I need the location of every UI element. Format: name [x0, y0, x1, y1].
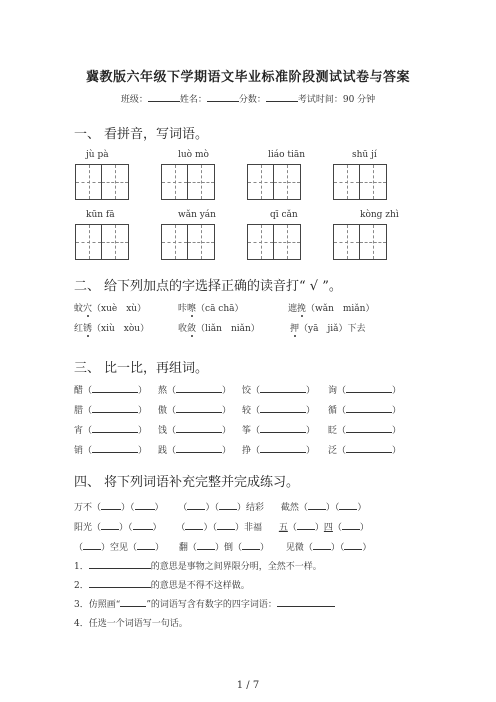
compare-word-item — [242, 403, 315, 416]
reading-item-4[interactable]: 红锈（xiù xòu） — [74, 324, 150, 334]
reading-item-1[interactable]: 蚊穴（xuè xù） — [74, 304, 147, 314]
compare-char: 饺 — [242, 386, 252, 396]
right-paren: ） — [138, 426, 148, 436]
compare-word-item — [242, 443, 315, 456]
word-blank[interactable] — [176, 424, 222, 433]
idiom-blank[interactable] — [101, 521, 119, 530]
section-3-title: 比一比，再组词。 — [104, 361, 209, 376]
compare-char: 循 — [328, 406, 338, 416]
left-paren: （ — [251, 446, 261, 456]
left-paren: （ — [337, 446, 347, 456]
right-paren: ） — [392, 446, 402, 456]
right-paren: ） — [222, 446, 232, 456]
word-blank[interactable] — [346, 444, 392, 453]
class-label: 班级： — [120, 95, 148, 105]
question-2: 2． 的意思是不得不这样做。 — [74, 581, 250, 591]
score-blank[interactable] — [266, 92, 298, 102]
idiom-blank[interactable] — [101, 501, 121, 510]
right-paren: ） — [306, 426, 316, 436]
tianzige-7[interactable] — [247, 224, 301, 260]
compare-char: 眨 — [328, 426, 338, 436]
tianzige-3[interactable] — [247, 164, 301, 200]
idiom-blank[interactable] — [217, 521, 235, 530]
compare-char: 宵 — [74, 426, 84, 436]
left-paren: （ — [251, 406, 261, 416]
reading-item-2[interactable]: 咔嚓（cā chā） — [178, 304, 244, 314]
word-blank[interactable] — [260, 404, 306, 413]
word-blank[interactable] — [176, 384, 222, 393]
left-paren: （ — [167, 386, 177, 396]
student-info-line — [0, 92, 496, 105]
section-1-number: 一、 — [74, 127, 101, 142]
right-paren: ） — [392, 386, 402, 396]
left-paren: （ — [337, 426, 347, 436]
name-label: 姓名： — [179, 95, 207, 105]
idiom-blank[interactable] — [242, 541, 260, 550]
pinyin-7: qī cǎn — [270, 210, 298, 220]
left-paren: （ — [83, 406, 93, 416]
pinyin-3: liáo tiān — [268, 150, 306, 160]
pinyin-6: wǎn yán — [178, 210, 216, 220]
word-blank[interactable] — [92, 384, 138, 393]
compare-char: 筝 — [242, 426, 252, 436]
compare-word-item — [242, 383, 315, 396]
tianzige-2[interactable] — [161, 164, 215, 200]
tianzige-4[interactable] — [333, 164, 387, 200]
section-2-number: 二、 — [74, 279, 101, 294]
right-paren: ） — [306, 386, 316, 396]
tianzige-5[interactable] — [75, 224, 129, 260]
section-1-heading — [74, 123, 208, 142]
score-label: 分数： — [238, 95, 266, 105]
idiom-blank[interactable] — [219, 501, 237, 510]
compare-word-item — [328, 423, 401, 436]
idiom-row-2: 阳光（ ）（ ） （ ）（ ）非福 五（ ）四（ ） — [74, 523, 369, 533]
left-paren: （ — [83, 426, 93, 436]
compare-char: 饯 — [158, 426, 168, 436]
name-blank[interactable] — [207, 92, 239, 102]
left-paren: （ — [167, 406, 177, 416]
compare-word-item — [242, 423, 315, 436]
word-blank[interactable] — [346, 424, 392, 433]
word-blank[interactable] — [92, 404, 138, 413]
right-paren: ） — [306, 446, 316, 456]
compare-char: 销 — [74, 446, 84, 456]
reading-item-3[interactable]: 遮挽（wǎn miǎn） — [288, 304, 375, 314]
left-paren: （ — [83, 446, 93, 456]
compare-word-item — [158, 383, 231, 396]
pinyin-8: kòng zhì — [360, 210, 399, 220]
idiom-blank[interactable] — [339, 501, 357, 510]
tianzige-8[interactable] — [333, 224, 387, 260]
compare-char: 醋 — [74, 386, 84, 396]
section-2-title: 给下列加点的字选择正确的读音打“ √ ”。 — [104, 279, 342, 294]
compare-char: 挣 — [242, 446, 252, 456]
compare-word-item — [74, 443, 147, 456]
word-blank[interactable] — [92, 444, 138, 453]
compare-word-item — [74, 423, 147, 436]
section-1-title: 看拼音，写词语。 — [104, 127, 209, 142]
answer-blank[interactable] — [89, 579, 151, 588]
answer-blank[interactable] — [120, 598, 146, 607]
compare-char: 践 — [158, 446, 168, 456]
idiom-blank[interactable] — [308, 501, 326, 510]
page-title: 冀教版六年级下学期语文毕业标准阶段测试试卷与答案 — [85, 70, 410, 85]
question-1: 1． 的意思是事物之间界限分明，全然不一样。 — [74, 562, 322, 572]
section-3-number: 三、 — [74, 361, 101, 376]
word-blank[interactable] — [346, 404, 392, 413]
compare-word-item — [158, 443, 231, 456]
compare-char: 傲 — [158, 406, 168, 416]
compare-char: 较 — [242, 406, 252, 416]
tianzige-6[interactable] — [161, 224, 215, 260]
idiom-blank[interactable] — [342, 521, 360, 530]
left-paren: （ — [83, 386, 93, 396]
left-paren: （ — [167, 426, 177, 436]
right-paren: ） — [306, 406, 316, 416]
question-3: 3．仿照画“ ”的词语写含有数字的四字词语： — [74, 597, 335, 610]
pinyin-2: luò mò — [178, 150, 209, 160]
word-blank[interactable] — [260, 424, 306, 433]
reading-item-5[interactable]: 收敛（liǎn niǎn） — [178, 324, 260, 334]
right-paren: ） — [392, 426, 402, 436]
idiom-blank[interactable] — [185, 521, 203, 530]
right-paren: ） — [222, 426, 232, 436]
section-4-heading — [74, 471, 299, 490]
page-number: 1 / 7 — [236, 680, 260, 691]
left-paren: （ — [337, 386, 347, 396]
word-blank[interactable] — [260, 444, 306, 453]
left-paren: （ — [251, 386, 261, 396]
section-2-heading — [74, 275, 342, 294]
right-paren: ） — [138, 406, 148, 416]
right-paren: ） — [138, 446, 148, 456]
compare-word-item — [158, 423, 231, 436]
section-4-number: 四、 — [74, 475, 101, 490]
compare-word-item — [328, 383, 401, 396]
left-paren: （ — [251, 426, 261, 436]
compare-char: 熬 — [158, 386, 168, 396]
idiom-blank[interactable] — [135, 501, 155, 510]
idiom-blank[interactable] — [313, 541, 331, 550]
idiom-blank[interactable] — [133, 521, 153, 530]
tianzige-1[interactable] — [75, 164, 129, 200]
section-3-heading — [74, 357, 208, 376]
answer-blank[interactable] — [89, 560, 151, 569]
idiom-blank[interactable] — [83, 541, 101, 550]
left-paren: （ — [167, 446, 177, 456]
word-blank[interactable] — [92, 424, 138, 433]
reading-item-6[interactable]: 押（yā jiǎ）下去 — [290, 324, 366, 334]
pinyin-5: kūn fā — [86, 210, 115, 220]
compare-word-item — [328, 443, 401, 456]
word-blank[interactable] — [260, 384, 306, 393]
idiom-blank[interactable] — [297, 521, 315, 530]
right-paren: ） — [222, 406, 232, 416]
right-paren: ） — [138, 386, 148, 396]
compare-char: 泛 — [328, 446, 338, 456]
word-blank[interactable] — [176, 404, 222, 413]
idiom-row-1: 万不（ ）（ ） （ ）（ ）结彩 截然（ ）（ ） — [74, 503, 367, 513]
compare-char: 腊 — [74, 406, 84, 416]
compare-word-item — [74, 383, 147, 396]
compare-word-item — [158, 403, 231, 416]
class-blank[interactable] — [148, 92, 180, 102]
pinyin-4: shū jí — [352, 150, 377, 160]
idiom-blank[interactable] — [344, 541, 362, 550]
time-label: 考试时间：90 分钟 — [297, 95, 376, 105]
idiom-blank[interactable] — [137, 541, 155, 550]
idiom-blank[interactable] — [197, 541, 215, 550]
question-4: 4．任选一个词语写一句话。 — [74, 619, 188, 629]
word-blank[interactable] — [176, 444, 222, 453]
compare-char: 询 — [328, 386, 338, 396]
right-paren: ） — [222, 386, 232, 396]
idiom-blank[interactable] — [187, 501, 205, 510]
answer-blank[interactable] — [277, 598, 335, 607]
right-paren: ） — [392, 406, 402, 416]
left-paren: （ — [337, 406, 347, 416]
idiom-row-3: （ ）空见（ ） 翻（ ）倒（ ） 见微（ ）（ ） — [74, 543, 372, 553]
section-4-title: 将下列词语补充完整并完成练习。 — [104, 475, 300, 490]
word-blank[interactable] — [346, 384, 392, 393]
compare-word-item — [74, 403, 147, 416]
compare-word-item — [328, 403, 401, 416]
pinyin-1: jù pà — [86, 150, 109, 160]
